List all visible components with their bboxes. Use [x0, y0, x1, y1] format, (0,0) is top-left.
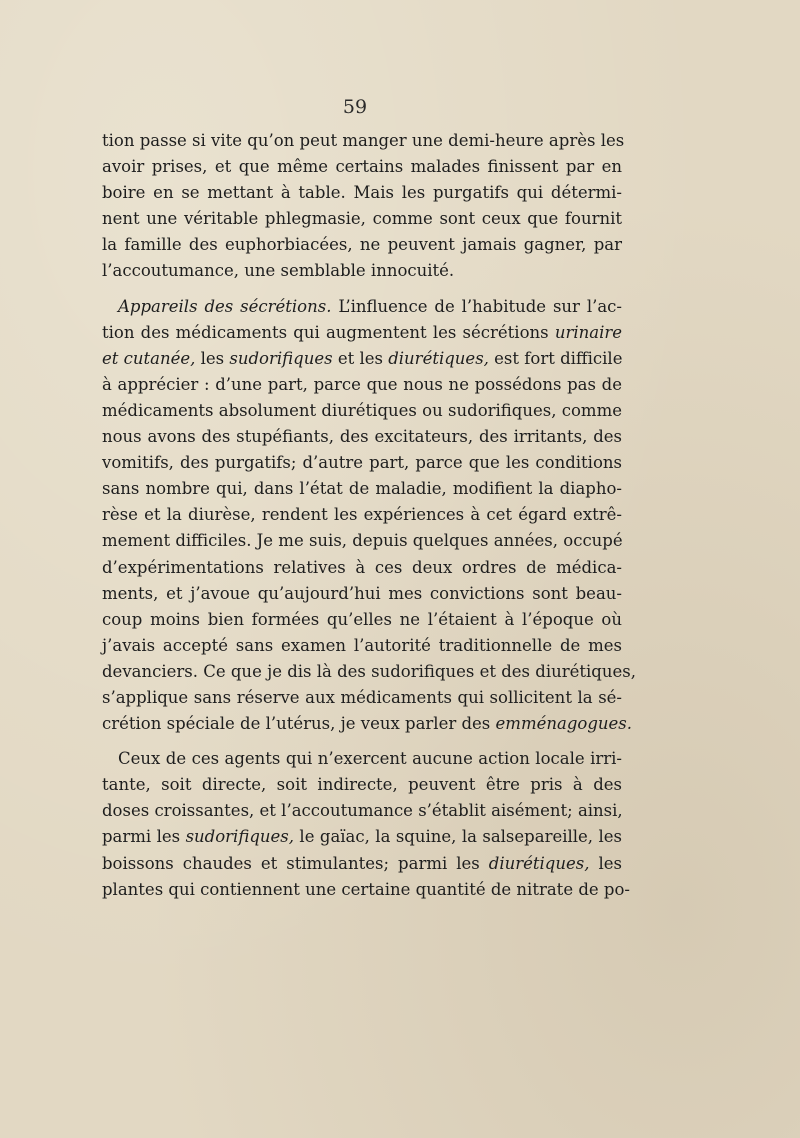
text-run: devanciers. Ce que je dis là des sudorifiques et des diurétiques, [102, 661, 636, 681]
text-line [102, 555, 622, 581]
text-line [102, 528, 622, 554]
text-line [102, 424, 622, 450]
italic-text: Appareils des sécrétions. [118, 296, 332, 316]
paragraph [102, 128, 625, 285]
text-line [102, 476, 622, 502]
italic-text: emménagogues. [495, 714, 632, 734]
text-run: tion des médicaments qui augmentent les sécrétions [102, 322, 555, 342]
text-line [102, 581, 622, 607]
text-line [102, 685, 622, 711]
text-run: ments, et j’avoue qu’aujourd’hui mes convictions sont beau- [102, 583, 622, 603]
text-line [102, 824, 622, 850]
italic-text: urinaire [554, 322, 622, 342]
text-line [102, 320, 622, 346]
paragraph [102, 746, 630, 903]
text-line [102, 851, 622, 877]
text-line [102, 294, 622, 320]
text-run: coup moins bien formées qu’elles ne l’étaient à l’époque où [102, 609, 622, 629]
italic-text: sudorifiques, [185, 827, 294, 847]
text-run: nent une véritable phlegmasie, comme sont ceux que fournit [102, 209, 622, 229]
text-line [102, 206, 622, 232]
page-number: 59 [342, 96, 368, 118]
text-line [102, 398, 622, 424]
text-run: et les [332, 348, 389, 368]
italic-text: diurétiques, [388, 348, 489, 368]
text-run: sans nombre qui, dans l’état de maladie, modifient la diapho- [102, 479, 622, 499]
text-run: à apprécier : d’une part, parce que nous ne possédons pas de [102, 374, 622, 394]
text-run: nous avons des stupéfiants, des excitateurs, des irritants, des [102, 427, 622, 447]
text-run: rèse et la diurèse, rendent les expériences à cet égard extrê- [102, 505, 622, 525]
text-line [102, 711, 632, 737]
text-line [102, 772, 622, 798]
text-line [102, 877, 630, 903]
text-line [102, 154, 622, 180]
text-line [102, 372, 622, 398]
text-line [102, 659, 636, 685]
text-run: d’expérimentations relatives à ces deux ordres de médica- [102, 557, 622, 577]
text-line [102, 607, 622, 633]
text-run: s’applique sans réserve aux médicaments qui sollicitent la sé- [102, 687, 622, 707]
text-run: crétion spéciale de l’utérus, je veux parler des [102, 714, 496, 734]
text-run: la famille des euphorbiacées, ne peuvent jamais gagner, par [102, 235, 622, 255]
text-run: j’avais accepté sans examen l’autorité traditionnelle de mes [102, 635, 622, 655]
paragraph [102, 294, 636, 738]
text-run: L’influence de l’habitude sur l’ac- [331, 296, 622, 316]
page-body-text [102, 128, 636, 903]
text-run: médicaments absolument diurétiques ou sudorifiques, comme [102, 400, 622, 420]
text-run: le gaïac, la squine, la salsepareille, les [294, 827, 622, 847]
italic-text: et cutanée, [102, 348, 196, 368]
text-run: doses croissantes, et l’accoutumance s’établit aisément; ainsi, [102, 801, 623, 821]
text-run: avoir prises, et que même certains malades finissent par en [102, 157, 622, 177]
text-run: plantes qui contiennent une certaine quantité de nitrate de po- [102, 879, 630, 899]
text-line [102, 128, 625, 154]
text-line [102, 502, 622, 528]
text-run: Ceux de ces agents qui n’exercent aucune action locale irri- [118, 749, 622, 769]
text-line [102, 450, 622, 476]
paragraph-gap [102, 737, 622, 746]
text-run: parmi les [102, 827, 186, 847]
text-run: les [195, 348, 230, 368]
text-line [102, 746, 622, 772]
text-run: boissons chaudes et stimulantes; parmi les [102, 853, 489, 873]
text-run: mement difficiles. Je me suis, depuis quelques années, occupé [102, 531, 623, 551]
text-line [102, 180, 622, 206]
italic-text: diurétiques, [488, 853, 590, 873]
text-run: l’accoutumance, une semblable innocuité. [102, 261, 455, 281]
text-run: boire en se mettant à table. Mais les purgatifs qui détermi- [102, 183, 622, 203]
text-line [102, 232, 622, 258]
text-line [102, 258, 622, 284]
italic-text: sudorifiques [229, 348, 333, 368]
text-run: est fort difficile [488, 348, 623, 368]
text-line [102, 633, 622, 659]
text-run: les [589, 853, 622, 873]
text-line [102, 346, 622, 372]
text-run: vomitifs, des purgatifs; d’autre part, parce que les conditions [102, 453, 622, 473]
text-line [102, 798, 622, 824]
paragraph-gap [102, 285, 622, 294]
text-run: tion passe si vite qu’on peut manger une demi-heure après les [102, 131, 625, 150]
text-run: tante, soit directe, soit indirecte, peuvent être pris à des [102, 775, 622, 795]
